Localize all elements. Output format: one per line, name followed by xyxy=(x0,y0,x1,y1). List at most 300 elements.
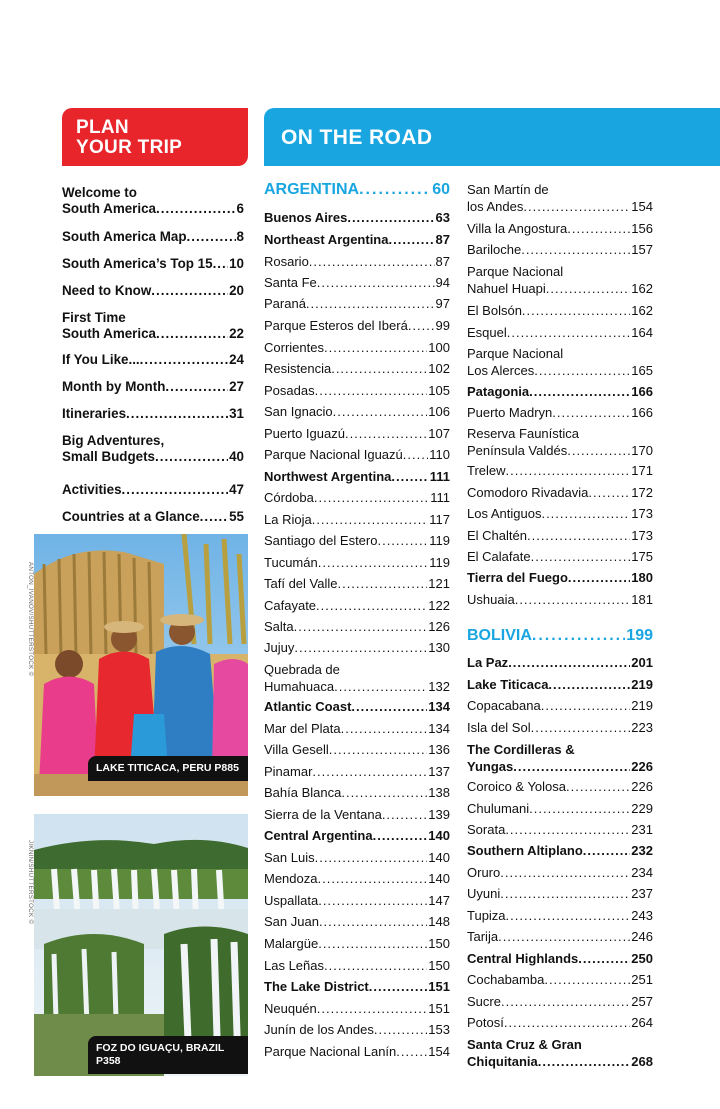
leader-dots xyxy=(546,281,631,298)
entry-title: The Cordilleras & xyxy=(467,742,575,757)
page-number: 175 xyxy=(631,549,653,564)
toc-entry-villa-gesell[interactable] xyxy=(264,742,450,759)
entry-title: Activities xyxy=(62,482,122,497)
entry-title: Esquel xyxy=(467,325,507,340)
toc-entry-copacabana[interactable] xyxy=(467,698,653,715)
entry-title: Northeast Argentina xyxy=(264,232,389,247)
leader-dots xyxy=(538,1054,631,1071)
entry-title: Sorata xyxy=(467,822,506,837)
toc-entry-malargue[interactable] xyxy=(264,936,450,953)
leader-dots xyxy=(315,383,428,400)
entry-title: Yungas xyxy=(467,758,514,774)
toc-entry-tarija[interactable] xyxy=(467,929,653,946)
lake-titicaca-photo xyxy=(34,534,248,796)
entry-title: Central Highlands xyxy=(467,951,579,966)
entry-title: Patagonia xyxy=(467,384,530,399)
page-number: 170 xyxy=(631,442,653,458)
page-number: 8 xyxy=(236,229,244,244)
entry-title: La Paz xyxy=(467,655,509,670)
leader-dots xyxy=(506,463,631,480)
entry-title: Uspallata xyxy=(264,893,319,908)
entry-title: Southern Altiplano xyxy=(467,843,583,858)
page-number: 140 xyxy=(428,871,450,886)
page-number: 171 xyxy=(631,463,653,478)
toc-entry-parque-nacional-lanin[interactable] xyxy=(264,1044,450,1061)
page-number: 181 xyxy=(631,592,653,607)
entry-title: ARGENTINA xyxy=(264,181,360,198)
entry-title: Villa Gesell xyxy=(264,742,329,757)
leader-dots xyxy=(318,555,429,572)
toc-entry-tierra-del-fuego[interactable] xyxy=(467,570,653,587)
entry-title: Neuquén xyxy=(264,1001,317,1016)
entry-title: Los Antiguos xyxy=(467,506,542,521)
toc-entry-south-america-s-top-15[interactable] xyxy=(62,256,244,272)
iguazu-caption: FOZ DO IGUAÇU, BRAZIL P358 xyxy=(88,1036,248,1074)
plan-header-line-1: PLAN xyxy=(76,117,129,138)
entry-title: Northwest Argentina xyxy=(264,469,392,484)
page-number: 107 xyxy=(428,426,450,441)
entry-title: South America’s Top 15 xyxy=(62,256,213,271)
leader-dots xyxy=(318,893,427,910)
leader-dots xyxy=(347,210,434,227)
entry-title: Tarija xyxy=(467,929,499,944)
toc-entry-bariloche[interactable] xyxy=(467,242,653,259)
toc-entry-tucuman[interactable] xyxy=(264,555,450,572)
leader-dots xyxy=(529,801,630,818)
page-number: 219 xyxy=(631,677,653,692)
toc-entry-mar-del-plata[interactable] xyxy=(264,721,450,738)
page-number: 264 xyxy=(631,1015,653,1030)
toc-entry-santiago-del-estero[interactable] xyxy=(264,533,450,550)
toc-entry-atlantic-coast[interactable] xyxy=(264,699,450,716)
toc-entry-cochabamba[interactable] xyxy=(467,972,653,989)
toc-entry-parque-nacional-nahuel-huapi[interactable] xyxy=(467,264,653,297)
leader-dots xyxy=(200,509,228,525)
leader-dots xyxy=(314,490,429,507)
leader-dots xyxy=(403,447,429,464)
page-number: 97 xyxy=(435,296,450,311)
leader-dots xyxy=(527,528,630,545)
entry-title: Quebrada de xyxy=(264,662,340,677)
leader-dots xyxy=(523,199,630,216)
leader-dots xyxy=(374,1022,427,1039)
page-number: 31 xyxy=(229,406,244,421)
toc-entry-el-bolson[interactable] xyxy=(467,303,653,320)
entry-title: South America xyxy=(62,201,157,216)
entry-title: Cochabamba xyxy=(467,972,545,987)
page-number: 257 xyxy=(631,994,653,1009)
toc-entry-tafi-del-valle[interactable] xyxy=(264,576,450,593)
entry-title: Potosí xyxy=(467,1015,504,1030)
entry-title: Mar del Plata xyxy=(264,721,341,736)
leader-dots xyxy=(294,619,428,636)
toc-entry-countries-at-a-glance[interactable] xyxy=(62,509,244,525)
toc-entry-potosi[interactable] xyxy=(467,1015,653,1032)
entry-title: Need to Know xyxy=(62,283,152,298)
entry-title: Puerto Madryn xyxy=(467,405,553,420)
leader-dots xyxy=(373,828,428,845)
toc-entry-pinamar[interactable] xyxy=(264,764,450,781)
leader-dots xyxy=(391,469,428,486)
toc-entry-if-you-like[interactable] xyxy=(62,352,244,368)
page-number: 99 xyxy=(435,318,450,333)
page-number: 139 xyxy=(428,807,450,822)
entry-title: Cafayate xyxy=(264,598,317,613)
page-number: 111 xyxy=(430,490,450,505)
toc-entry-ushuaia[interactable] xyxy=(467,592,653,609)
toc-entry-parque-esteros-del-ibera[interactable] xyxy=(264,318,450,335)
entry-title: Villa la Angostura xyxy=(467,221,568,236)
entry-title: Nahuel Huapi xyxy=(467,280,546,296)
page-number: 231 xyxy=(631,822,653,837)
toc-entry-central-highlands[interactable] xyxy=(467,951,653,968)
leader-dots xyxy=(294,640,427,657)
page-number: 136 xyxy=(428,742,450,757)
page-number: 138 xyxy=(428,785,450,800)
toc-entry-villa-la-angostura[interactable] xyxy=(467,221,653,238)
photo-credit-2: JIKNIN/SHUTTERSTOCK © xyxy=(27,840,34,925)
entry-title: First Time xyxy=(62,310,126,325)
toc-entry-salta[interactable] xyxy=(264,619,450,636)
entry-title: Chulumani xyxy=(467,801,530,816)
toc-entry-welcome-to-south-america[interactable] xyxy=(62,185,244,217)
plan-header-line-2: YOUR TRIP xyxy=(76,137,183,158)
entry-title: Uyuni xyxy=(467,886,501,901)
page-number: 55 xyxy=(229,509,244,524)
toc-entry-san-ignacio[interactable] xyxy=(264,404,450,421)
entry-title: Parque Nacional Lanín xyxy=(264,1044,397,1059)
toc-entry-bahia-blanca[interactable] xyxy=(264,785,450,802)
page-number: 40 xyxy=(229,449,244,464)
entry-title: The Lake District xyxy=(264,979,369,994)
leader-dots xyxy=(578,951,630,968)
page-number: 106 xyxy=(428,404,450,419)
leader-dots xyxy=(408,318,435,335)
entry-title: If You Like... xyxy=(62,352,140,367)
leader-dots xyxy=(345,426,427,443)
toc-entry-trelew[interactable] xyxy=(467,463,653,480)
toc-entry-need-to-know[interactable] xyxy=(62,283,244,299)
leader-dots xyxy=(126,406,228,422)
toc-entry-sucre[interactable] xyxy=(467,994,653,1011)
leader-dots xyxy=(382,807,427,824)
entry-title: Oruro xyxy=(467,865,501,880)
page-number: 164 xyxy=(631,325,653,340)
toc-entry-posadas[interactable] xyxy=(264,383,450,400)
leader-dots xyxy=(505,822,630,839)
entry-title: La Rioja xyxy=(264,512,312,527)
entry-title: Córdoba xyxy=(264,490,314,505)
leader-dots xyxy=(583,843,631,860)
toc-entry-buenos-aires[interactable] xyxy=(264,210,450,227)
page-number: 172 xyxy=(631,485,653,500)
leader-dots xyxy=(531,720,631,737)
leader-dots xyxy=(544,972,630,989)
page-number: 151 xyxy=(428,979,450,994)
toc-entry-puerto-iguazu[interactable] xyxy=(264,426,450,443)
leader-dots xyxy=(318,936,427,953)
photo-credit-1: ANTON_IVANOV/SHUTTERSTOCK © xyxy=(27,562,34,677)
toc-entry-itineraries[interactable] xyxy=(62,406,244,422)
toc-entry-parque-nacional-los-alerces[interactable] xyxy=(467,346,653,379)
entry-title: Los Alerces xyxy=(467,362,535,378)
toc-entry-san-martin-de-los-andes[interactable] xyxy=(467,182,653,215)
toc-entry-sorata[interactable] xyxy=(467,822,653,839)
page-number: 250 xyxy=(631,951,653,966)
leader-dots xyxy=(341,785,427,802)
toc-entry-activities[interactable] xyxy=(62,482,244,498)
entry-title: Tucumán xyxy=(264,555,318,570)
leader-dots xyxy=(515,592,631,609)
toc-entry-mendoza[interactable] xyxy=(264,871,450,888)
entry-title: El Calafate xyxy=(467,549,531,564)
toc-entry-junin-de-los-andes[interactable] xyxy=(264,1022,450,1039)
toc-entry-esquel[interactable] xyxy=(467,325,653,342)
leader-dots xyxy=(351,699,427,716)
page-number: 229 xyxy=(631,801,653,816)
entry-title: Rosario xyxy=(264,254,309,269)
toc-entry-uspallata[interactable] xyxy=(264,893,450,910)
toc-entry-oruro[interactable] xyxy=(467,865,653,882)
entry-title: Península Valdés xyxy=(467,442,568,458)
leader-dots xyxy=(312,764,427,781)
leader-dots xyxy=(567,443,630,460)
entry-title: Las Leñas xyxy=(264,958,324,973)
page-number: 201 xyxy=(631,655,653,670)
toc-entry-uyuni[interactable] xyxy=(467,886,653,903)
page-number: 24 xyxy=(229,352,244,367)
leader-dots xyxy=(341,721,428,738)
leader-dots xyxy=(500,865,630,882)
toc-entry-the-cordilleras-yungas[interactable] xyxy=(467,742,653,775)
leader-dots xyxy=(552,405,630,422)
page-number: 94 xyxy=(435,275,450,290)
toc-entry-cordoba[interactable] xyxy=(264,490,450,507)
page-number: 132 xyxy=(428,678,450,694)
leader-dots xyxy=(500,886,630,903)
page-number: 130 xyxy=(428,640,450,655)
page-number: 226 xyxy=(631,779,653,794)
leader-dots xyxy=(588,485,630,502)
page-number: 246 xyxy=(631,929,653,944)
leader-dots xyxy=(333,404,428,421)
entry-title: Month by Month xyxy=(62,379,166,394)
page-number: 268 xyxy=(631,1053,653,1069)
page-number: 121 xyxy=(428,576,450,591)
leader-dots xyxy=(513,759,630,776)
leader-dots xyxy=(541,506,630,523)
leader-dots xyxy=(319,914,427,931)
road-header-title: ON THE ROAD xyxy=(281,126,433,149)
toc-entry-puerto-madryn[interactable] xyxy=(467,405,653,422)
page-number: 126 xyxy=(428,619,450,634)
leader-dots xyxy=(165,379,228,395)
leader-dots xyxy=(548,677,630,694)
leader-dots xyxy=(329,742,428,759)
page-number: 162 xyxy=(631,280,653,296)
toc-entry-first-time-south-america[interactable] xyxy=(62,310,244,342)
toc-entry-resistencia[interactable] xyxy=(264,361,450,378)
leader-dots xyxy=(529,384,630,401)
page-number: 148 xyxy=(428,914,450,929)
toc-entry-month-by-month[interactable] xyxy=(62,379,244,395)
leader-dots xyxy=(306,296,435,313)
leader-dots xyxy=(359,182,431,199)
toc-entry-coroico-yolosa[interactable] xyxy=(467,779,653,796)
page-number: 173 xyxy=(631,528,653,543)
foz-do-iguacu-photo xyxy=(34,814,248,1076)
entry-title: Trelew xyxy=(467,463,506,478)
toc-entry-los-antiguos[interactable] xyxy=(467,506,653,523)
entry-title: Tafí del Valle xyxy=(264,576,338,591)
page-number: 122 xyxy=(428,598,450,613)
page-number: 219 xyxy=(631,698,653,713)
page-number: 162 xyxy=(631,303,653,318)
entry-title: Coroico & Yolosa xyxy=(467,779,567,794)
leader-dots xyxy=(508,655,630,672)
toc-entry-northwest-argentina[interactable] xyxy=(264,469,450,486)
leader-dots xyxy=(317,275,435,292)
page-number: 105 xyxy=(428,383,450,398)
leader-dots xyxy=(316,598,427,615)
page-number: 232 xyxy=(631,843,653,858)
page-number: 147 xyxy=(428,893,450,908)
page-number: 140 xyxy=(428,850,450,865)
toc-entry-big-adventures-small-budgets[interactable] xyxy=(62,433,244,465)
page-number: 165 xyxy=(631,362,653,378)
toc-entry-quebrada-de-humahuaca[interactable] xyxy=(264,662,450,695)
leader-dots xyxy=(317,871,427,888)
page-number: 27 xyxy=(229,379,244,394)
toc-entry-patagonia[interactable] xyxy=(467,384,653,401)
page-number: 173 xyxy=(631,506,653,521)
leader-dots xyxy=(151,283,228,299)
entry-title: San Luis xyxy=(264,850,315,865)
toc-entry-la-paz[interactable] xyxy=(467,655,653,672)
leader-dots xyxy=(506,908,631,925)
toc-entry-santa-cruz-gran-chiquitania[interactable] xyxy=(467,1037,653,1070)
toc-entry-el-chalten[interactable] xyxy=(467,528,653,545)
entry-title: South America xyxy=(62,326,157,341)
leader-dots xyxy=(122,482,229,498)
entry-title: Santiago del Estero xyxy=(264,533,378,548)
page-number: 150 xyxy=(428,936,450,951)
toc-entry-northeast-argentina[interactable] xyxy=(264,232,450,249)
toc-entry-parque-nacional-iguazu[interactable] xyxy=(264,447,450,464)
entry-title: Lake Titicaca xyxy=(467,677,549,692)
entry-title: los Andes xyxy=(467,198,524,214)
toc-entry-san-juan[interactable] xyxy=(264,914,450,931)
leader-dots xyxy=(317,1001,428,1018)
page-number: 87 xyxy=(435,232,450,247)
toc-entry-el-calafate[interactable] xyxy=(467,549,653,566)
entry-title: South America Map xyxy=(62,229,187,244)
entry-title: Bahía Blanca xyxy=(264,785,342,800)
page-number: 156 xyxy=(631,221,653,236)
toc-entry-southern-altiplano[interactable] xyxy=(467,843,653,860)
leader-dots xyxy=(567,221,630,238)
entry-title: Sierra de la Ventana xyxy=(264,807,382,822)
leader-dots xyxy=(309,254,435,271)
entry-title: Mendoza xyxy=(264,871,318,886)
toc-entry-lake-titicaca[interactable] xyxy=(467,677,653,694)
toc-entry-central-argentina[interactable] xyxy=(264,828,450,845)
toc-entry-bolivia[interactable] xyxy=(467,628,653,645)
entry-title: Welcome to xyxy=(62,185,137,200)
leader-dots xyxy=(156,201,236,217)
toc-entry-comodoro-rivadavia[interactable] xyxy=(467,485,653,502)
toc-entry-sierra-de-la-ventana[interactable] xyxy=(264,807,450,824)
toc-entry-rosario[interactable] xyxy=(264,254,450,271)
leader-dots xyxy=(396,1044,427,1061)
page-number: 102 xyxy=(428,361,450,376)
leader-dots xyxy=(566,779,630,796)
page-number: 199 xyxy=(626,627,653,644)
toc-entry-reserva-faunistica-peninsula-valdes[interactable] xyxy=(467,426,653,459)
toc-entry-cafayate[interactable] xyxy=(264,598,450,615)
leader-dots xyxy=(324,340,427,357)
toc-entry-isla-del-sol[interactable] xyxy=(467,720,653,737)
toc-entry-tupiza[interactable] xyxy=(467,908,653,925)
leader-dots xyxy=(498,929,630,946)
toc-entry-chulumani[interactable] xyxy=(467,801,653,818)
entry-title: Parque Nacional xyxy=(467,346,564,361)
toc-entry-the-lake-district[interactable] xyxy=(264,979,450,996)
entry-title: El Bolsón xyxy=(467,303,522,318)
toc-entry-san-luis[interactable] xyxy=(264,850,450,867)
leader-dots xyxy=(507,325,631,342)
toc-entry-parana[interactable] xyxy=(264,296,450,313)
toc-entry-la-rioja[interactable] xyxy=(264,512,450,529)
toc-entry-santa-fe[interactable] xyxy=(264,275,450,292)
entry-title: Small Budgets xyxy=(62,449,156,464)
toc-entry-neuquen[interactable] xyxy=(264,1001,450,1018)
entry-title: Itineraries xyxy=(62,406,127,421)
toc-entry-las-lenas[interactable] xyxy=(264,958,450,975)
entry-title: Corrientes xyxy=(264,340,324,355)
page-number: 87 xyxy=(435,254,450,269)
entry-title: Parque Esteros del Iberá xyxy=(264,318,408,333)
toc-entry-argentina[interactable] xyxy=(264,182,450,199)
leader-dots xyxy=(504,1015,630,1032)
leader-dots xyxy=(568,570,630,587)
page-number: 119 xyxy=(429,533,450,548)
entry-title: Salta xyxy=(264,619,294,634)
entry-title: Buenos Aires xyxy=(264,210,348,225)
leader-dots xyxy=(324,958,427,975)
leader-dots xyxy=(337,576,427,593)
toc-entry-jujuy[interactable] xyxy=(264,640,450,657)
page-number: 134 xyxy=(428,699,450,714)
page-number: 154 xyxy=(428,1044,450,1059)
plan-your-trip-header xyxy=(62,108,248,166)
entry-title: San Martín de xyxy=(467,182,549,197)
entry-title: Atlantic Coast xyxy=(264,699,352,714)
entry-title: Copacabana xyxy=(467,698,541,713)
toc-entry-corrientes[interactable] xyxy=(264,340,450,357)
leader-dots xyxy=(334,679,427,696)
entry-title: Chiquitania xyxy=(467,1053,538,1069)
leader-dots xyxy=(187,229,236,245)
page-number: 110 xyxy=(429,447,450,462)
page-number: 226 xyxy=(631,758,653,774)
page-number: 153 xyxy=(428,1022,450,1037)
leader-dots xyxy=(331,361,427,378)
entry-title: Humahuaca xyxy=(264,678,335,694)
toc-entry-south-america-map[interactable] xyxy=(62,229,244,245)
page-number: 180 xyxy=(631,570,653,585)
entry-title: Santa Cruz & Gran xyxy=(467,1037,582,1052)
